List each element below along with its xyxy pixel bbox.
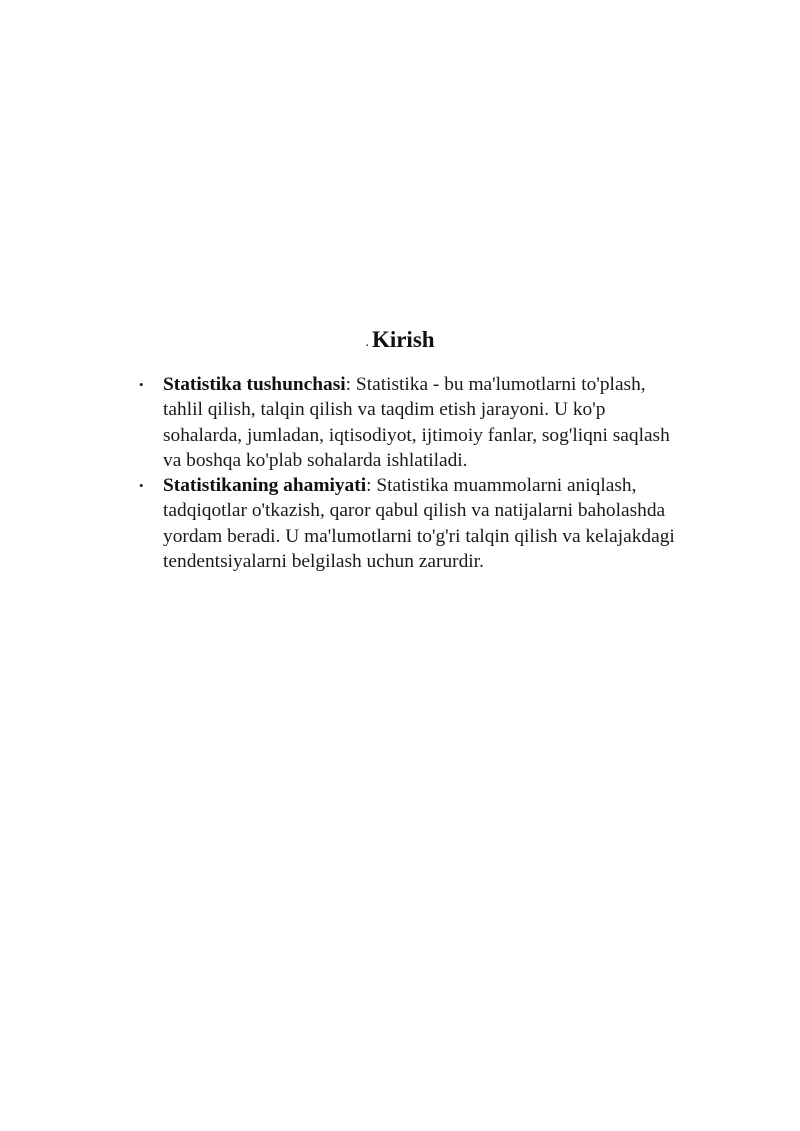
heading-title: Kirish [371, 327, 435, 352]
item-text-line: tadqiqotlar o'tkazish, qaror qabul qilish va natijalarni baholashda [163, 500, 666, 522]
item-separator: : [366, 475, 372, 497]
item-text: Statistika - bu ma'lumotlarni to'plash, [351, 374, 646, 395]
item-text-line: yordam beradi. U ma'lumotlarni to'g'ri talqin qilish va kelajakdagi [163, 525, 675, 547]
item-first-line [163, 473, 735, 498]
item-separator: : [345, 374, 352, 395]
item-text-line: sohalarda, jumladan, iqtisodiyot, ijtimoiy fanlar, sog'liqni saqlash [163, 424, 670, 446]
item-text-line: va boshqa ko'plab sohalarda ishlatiladi. [163, 449, 468, 471]
heading-marker: . [365, 335, 369, 350]
item-text-line: tahlil qilish, talqin qilish va taqdim etish jarayoni. U ko'p [163, 399, 606, 421]
item-text-line: tendentsiyalarni belgilash uchun zarurdir. [163, 551, 484, 573]
item-term: Statistika tushunchasi [163, 374, 346, 395]
item-first-line [163, 372, 735, 397]
section-heading [0, 326, 800, 357]
bullet-icon: • [139, 377, 144, 392]
item-term: Statistikaning ahamiyati [163, 475, 367, 497]
item-text: Statistika muammolarni aniqlash, [371, 475, 637, 497]
list-item-importance [135, 473, 735, 574]
list-item-concept [135, 372, 735, 473]
bullet-icon: • [139, 478, 144, 494]
bullet-list [135, 372, 735, 574]
